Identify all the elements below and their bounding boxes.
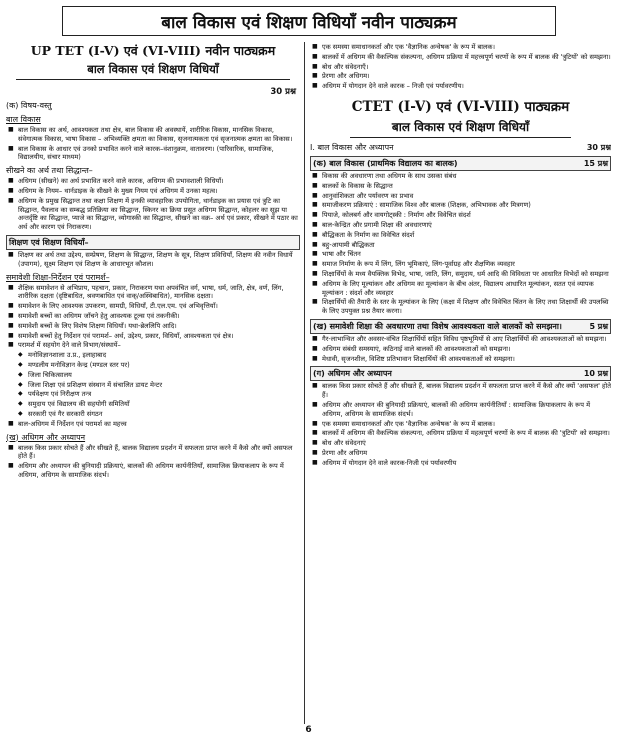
list-item: ■ गैर-लाभान्वित और अवसर-वंचित शिक्षार्थियों सहित विविध पृष्ठभूमियों से आए शिक्षार्थियों की आवश्यकताओं को समझना। — [310, 335, 611, 344]
list-item: ■ परामर्श में सहयोग देने वाले विभाग/संस्थायें– — [6, 341, 300, 350]
section-heading — [310, 319, 611, 334]
bullet-list — [310, 172, 611, 316]
section-heading: शिक्षण एवं शिक्षण विधियाँ– — [6, 235, 300, 250]
list-item: ■ समावेशी बच्चों का अधिगम जाँचने हेतु आवश्यक टूल्स एवं तकनीकी। — [6, 312, 300, 321]
section-heading: (क) विषय-वस्तु — [6, 101, 52, 110]
list-item: ■ मेधावी, सृजनशील, विशिष्ट प्रतिभावान शिक्षार्थियों की आवश्यकताओं को समझना। — [310, 355, 611, 364]
list-item: ■ बालकों में अधिगम की वैकल्पिक संकल्पना, अधिगम प्रक्रिया में महत्वपूर्ण चरणों के रूप में बालक की 'त्रुटियों' को समझना। — [310, 429, 611, 438]
ctet-part-label: I. बाल विकास और अध्यापन — [310, 142, 394, 152]
list-item: ■ शिक्षार्थियों के मध्य वैयक्तिक विभेद, भाषा, जाति, लिंग, समुदाय, धर्म आदि की विविधता पर आधारित विभेदों को समझना — [310, 270, 611, 279]
section-title: (क) बाल विकास (प्राथमिक विद्यालय का बालक) — [313, 158, 458, 168]
bullet-list — [6, 126, 300, 162]
bullet-list — [6, 444, 300, 480]
section-question-count: 15 प्रश्न — [583, 158, 608, 168]
ctet-syllabus-sections — [310, 156, 611, 468]
bullet-list — [6, 177, 300, 232]
page-title-banner — [62, 6, 556, 36]
list-item: ■ आनुवांशिकता और पर्यावरण का प्रभाव — [310, 192, 611, 201]
list-item: ■ प्रेरणा और अधिगम। — [310, 72, 611, 81]
ctet-subheading: बाल विकास एवं शिक्षण विधियाँ — [350, 118, 571, 138]
list-item: ■ अधिगम और अध्यापन की बुनियादी प्रक्रियाएं, बालकों की अधिगम कार्यनीतियाँ : सामाजिक क्रियाकलाप के रूप में अधिगम, अधिगम के सामाजिक संदर्भ। — [310, 401, 611, 419]
section-title: (ग) अधिगम और अध्यापन — [313, 369, 392, 379]
list-item: ■ समाज निर्माण के रूप में लिंग, लिंग भूमिकाएं, लिंग-पूर्वाग्रह और शैक्षणिक व्यवहार — [310, 260, 611, 269]
list-item: ■ भाषा और चिंतन — [310, 250, 611, 259]
list-item: ■ एक समस्या समाधानकर्ता और एक 'वैज्ञानिक अन्वेषक' के रूप में बालक। — [310, 420, 611, 429]
list-item: ■ अधिगम (सीखने) का अर्थ प्रभावित करने वाले कारक, अधिगम की प्रभावशाली विधियाँ। — [6, 177, 300, 186]
uptet-subheading: बाल विकास एवं शिक्षण विधियाँ — [16, 62, 290, 80]
section-heading: बाल विकास — [6, 115, 41, 124]
list-item: ■ बहु-आयामी बौद्धिकता — [310, 241, 611, 250]
ctet-part-row — [310, 142, 611, 153]
ctet-heading: CTET (I-V) एवं (VI-VIII) पाठ्यक्रम — [351, 98, 570, 115]
list-item: ◆ सरकारी एवं गैर सरकारी संगठन — [6, 410, 300, 419]
list-item: ■ अधिगम के प्रमुख सिद्धान्त तथा कक्षा शिक्षण में इनकी व्यावहारिक उपयोगिता, थार्नडाइक का प्रयास एवं त्रुटि का सिद्धान्त, पैवलाव का सम्बद्ध प्रतिक्रिया का सिद्धान्त, स्किनर का क्रिया प्रसूत अधिगम सिद्धान्त, कोहलर का सूझ या अन्तर्दृष्टि का सिद्धान्त, प्याजे का सिद्धान्त, व्योगास्की का सिद्धान्त, सीखने का वक्र– अर्थ एवं प्रकार, सीखने में पठार का अर्थ और कारण एवं निराकरण। — [6, 197, 300, 232]
column-divider — [304, 42, 305, 724]
bullet-list — [6, 251, 300, 269]
list-item: ■ पियाजे, कोलबर्ग और वायगोट्स्की : निर्माण और विवेचित संदर्श — [310, 211, 611, 220]
list-item: ■ बाल विकास के आधार एवं उनको प्रभावित करने वाले कारक–वंशानुक्रम, वातावरण। (पारिवारिक, सामाजिक, विद्यालयीय, संचार माध्यम) — [6, 145, 300, 163]
right-column — [310, 42, 611, 724]
section-heading: सीखने का अर्थ तथा सिद्धान्त– — [6, 166, 93, 176]
uptet-question-count: 30 प्रश्न — [270, 87, 296, 97]
list-item: ■ बौद्धिकता के निर्माण का विवेचित संदर्श — [310, 231, 611, 240]
list-item: ■ एक समस्या समाधानकर्ता और एक 'वैज्ञानिक अन्वेषक' के रूप में बालक। — [310, 43, 611, 52]
list-item: ■ समाजीकरण प्रक्रियाएं : सामाजिक विश्व और बालक (शिक्षक, अभिभावक और मित्रगण) — [310, 201, 611, 210]
list-item: ◆ मण्डलीय मनोविज्ञान केन्द्र (मण्डल स्तर पर) — [6, 361, 300, 370]
list-item: ■ शैक्षिक समावेशन से अभिप्राय, पहचान, प्रकार, निराकरण यथा अपवंचित वर्ग, भाषा, धर्म, जाति, क्षेत्र, वर्ण, लिंग, शारीरिक दक्षता (दृष्टिबाधित, श्रवणबाधित एवं वाक्/अस्थिबाधित), मानसिक दक्षता। — [6, 284, 300, 302]
list-item: ◆ जिला चिकित्सालय — [6, 371, 300, 380]
list-item: ■ समावेशी बच्चों हेतु निर्देशन एवं परामर्श– अर्थ, उद्देश्य, प्रकार, विधियाँ, आवश्यकता एवं क्षेत्र। — [6, 332, 300, 341]
list-item: ■ अधिगम के लिए मूल्यांकन और अधिगम का मूल्यांकन के बीच अंतर, विद्यालय आधारित मूल्यांकन, सतत एवं व्यापक मूल्यांकन : संदर्श और व्यवहार — [310, 280, 611, 298]
page-title: बाल विकास एवं शिक्षण विधियाँ नवीन पाठ्यक्रम — [161, 12, 457, 33]
ctet-part-question-count: 30 प्रश्न — [586, 142, 611, 152]
section-heading — [310, 156, 611, 171]
list-item: ■ अधिगम में योगदान देने वाले कारक-निजी एवं पर्यावरणीय — [310, 459, 611, 468]
section-question-count: 10 प्रश्न — [583, 369, 608, 379]
list-item: ■ बालक किस प्रकार सोचते हैं और सीखते हैं, बालक विद्यालय प्रदर्शन में सफलता प्राप्त करने में कैसे और क्यों असफल होते हैं। — [6, 444, 300, 462]
list-item: ■ बोध और संवेदनाएँ। — [310, 63, 611, 72]
uptet-heading: UP TET (I-V) एवं (VI-VIII) नवीन पाठ्यक्रम — [30, 43, 276, 58]
list-item: ■ शिक्षण का अर्थ तथा उद्देश्य, सम्प्रेषण, शिक्षण के सिद्धान्त, शिक्षण के सूत्र, शिक्षण प्रविधियाँ, शिक्षण की नवीन विधायें (उपागम), सूक्ष्म शिक्षण एवं शिक्षण के आधारभूत कौशल। — [6, 251, 300, 269]
bullet-list — [310, 335, 611, 363]
uptet-syllabus-sections — [6, 100, 300, 480]
list-item: ■ प्रेरणा और अधिगम — [310, 449, 611, 458]
bullet-list — [6, 284, 300, 351]
list-item: ■ बालकों के विकास के सिद्धान्त — [310, 182, 611, 191]
list-item: ■ बाल-अधिगम में निर्देशन एवं परामर्श का महत्त्व — [6, 420, 300, 429]
continued-topic-list — [310, 43, 611, 91]
list-item: ■ बालकों में अधिगम की वैकल्पिक संकल्पना, अधिगम प्रक्रिया में महत्त्वपूर्ण चरणों के रूप में बालक की 'त्रुटियों' को समझना। — [310, 53, 611, 62]
list-item: ■ समावेशन के लिए आवश्यक उपकरण, सामग्री, विधियाँ, टी.एल.एम. एवं अभिवृत्तियाँ। — [6, 302, 300, 311]
page-number: 6 — [305, 725, 312, 735]
list-item: ■ अधिगम में योगदान देने वाले कारक – निजी एवं पर्यावरणीय। — [310, 82, 611, 91]
list-item: ■ बाल-केन्द्रित और प्रगामी शिक्षा की अवधारणाएं — [310, 221, 611, 230]
list-item: ◆ पर्यवेक्षण एवं निरीक्षण तन्त्र — [6, 390, 300, 399]
section-title: (ख) समावेशी शिक्षा की अवधारणा तथा विशेष आवश्यकता वाले बालकों को समझना। — [313, 321, 562, 331]
list-item: ■ समावेशी बच्चों के लिए विशेष शिक्षण विधियाँ। यथा-ब्रेललिपि आदि। — [6, 322, 300, 331]
list-item: ◆ समुदाय एवं विद्यालय की सहयोगी समितियाँ — [6, 400, 300, 409]
list-item: ◆ जिला शिक्षा एवं प्रशिक्षण संस्थान में संचालित डायट मेन्टर — [6, 381, 300, 390]
list-item: ■ बालक किस प्रकार सोचते हैं और सीखते हैं, बालक विद्यालय प्रदर्शन में सफलता प्राप्त करने में कैसे और क्यों 'असफल' होते हैं। — [310, 382, 611, 400]
list-item: ■ अधिगम के नियम– थार्नडाइक के सीखने के मुख्य नियम एवं अधिगम में उनका महत्व। — [6, 187, 300, 196]
section-heading: समावेशी शिक्षा-निर्देशन एवं परामर्श– — [6, 272, 110, 282]
list-item: ■ अधिगम और अध्यापन की बुनियादी प्रक्रियाएं, बालकों की अधिगम कार्यनीतियाँ, सामाजिक क्रियाकलाप के रूप में अधिगम, अधिगम के सामाजिक संदर्भ। — [6, 462, 300, 480]
section-heading — [310, 366, 611, 381]
bullet-list — [310, 382, 611, 467]
bullet-list — [6, 420, 300, 429]
list-item: ■ शिक्षार्थियों की तैयारी के स्तर के मूल्यांकन के लिए (कक्षा में शिक्षण और विवेचित चिंतन के लिए तथा शिक्षार्थी की उपलब्धि के लिए उपयुक्त प्रश्न तैयार करना। — [310, 298, 611, 316]
list-item: ■ अधिगम संबंधी समस्याएं, कठिनाई वाले बालकों की आवश्यकताओं को समझना। — [310, 345, 611, 354]
left-column — [6, 42, 300, 724]
section-question-count: 5 प्रश्न — [589, 321, 608, 331]
bullet-list — [6, 351, 300, 419]
section-heading: (ख) अधिगम और अध्यापन — [6, 432, 86, 442]
list-item: ■ बोध और संवेदनाएं — [310, 439, 611, 448]
list-item: ■ बाल विकास का अर्थ, आवश्यकता तथा क्षेत्र, बाल विकास की अवस्थायें, शारीरिक विकास, मानसिक विकास, संवेगात्मक विकास, भाषा विकास – अभिव्यक्ति क्षमता का विकास, सृजनात्मकता एवं सृजनात्मक क्षमता का विकास। — [6, 126, 300, 144]
list-item: ◆ मनोविज्ञानशाला उ.प्र., इलाहाबाद — [6, 351, 300, 360]
list-item: ■ विकास की अवधारणा तथा अधिगम के साथ उसका संबंध — [310, 172, 611, 181]
